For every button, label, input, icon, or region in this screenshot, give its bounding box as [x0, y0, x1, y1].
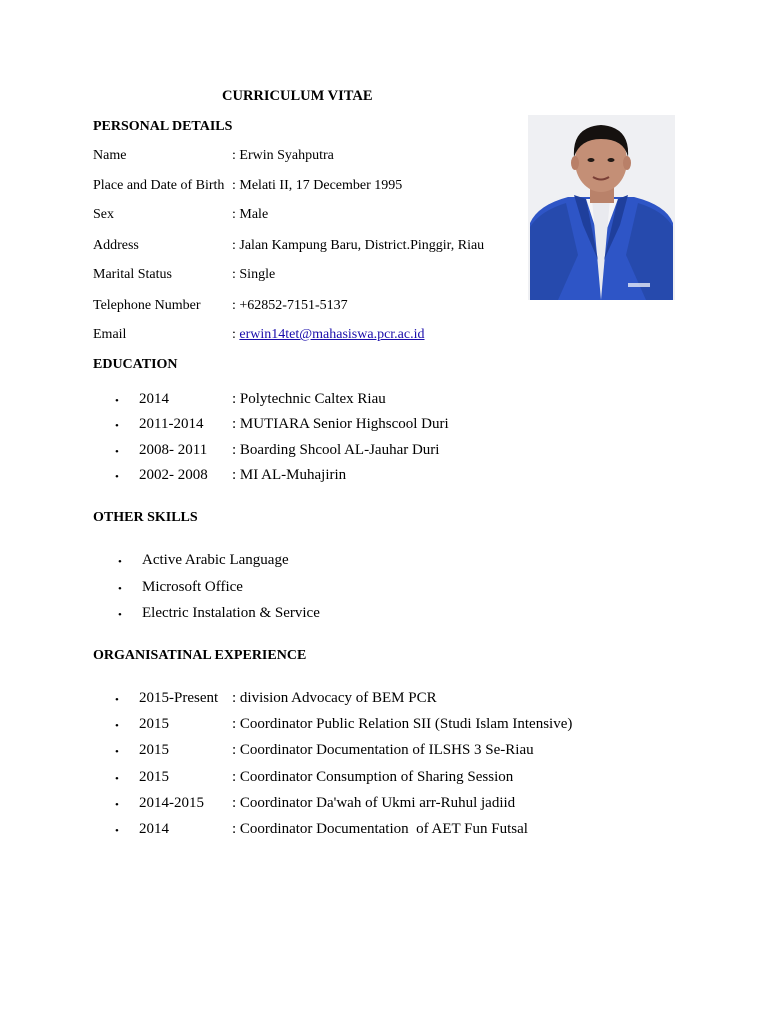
skill-item: Electric Instalation & Service — [142, 605, 320, 621]
birth-value: : Melati II, 17 December 1995 — [232, 178, 403, 193]
telephone-value: : +62852-7151-5137 — [232, 298, 348, 313]
education-year: 2008- 2011 — [139, 442, 208, 458]
organisation-desc: : Coordinator Da'wah of Ukmi arr-Ruhul jadiid — [232, 795, 516, 811]
organisation-desc: : Coordinator Consumption of Sharing Session — [232, 769, 514, 785]
email-label: Email — [93, 327, 127, 342]
skill-item: Active Arabic Language — [142, 552, 289, 568]
organisation-year: 2015 — [139, 742, 169, 758]
page-title: CURRICULUM VITAE — [222, 88, 373, 104]
organisation-year: 2015 — [139, 716, 169, 732]
profile-photo — [528, 115, 675, 300]
organisation-desc: : division Advocacy of BEM PCR — [232, 690, 437, 706]
address-label: Address — [93, 238, 139, 253]
personal-details-heading: PERSONAL DETAILS — [93, 119, 233, 134]
bullet-icon: • — [115, 446, 119, 458]
other-skills-heading: OTHER SKILLS — [93, 510, 198, 525]
organisation-year: 2014-2015 — [139, 795, 204, 811]
birth-label: Place and Date of Birth — [93, 178, 225, 193]
education-desc: : MUTIARA Senior Highscool Duri — [232, 416, 449, 432]
bullet-icon: • — [115, 395, 119, 407]
education-heading: EDUCATION — [93, 357, 178, 372]
email-link[interactable]: erwin14tet@mahasiswa.pcr.ac.id — [239, 327, 425, 342]
email-value — [232, 327, 425, 343]
education-desc: : Boarding Shcool AL-Jauhar Duri — [232, 442, 440, 458]
education-year: 2002- 2008 — [139, 467, 208, 483]
skill-item: Microsoft Office — [142, 579, 243, 595]
marital-value: : Single — [232, 267, 276, 282]
organisation-desc: : Coordinator Documentation of ILSHS 3 Se-Riau — [232, 742, 534, 758]
sex-label: Sex — [93, 207, 114, 222]
education-year: 2011-2014 — [139, 416, 204, 432]
bullet-icon: • — [118, 609, 122, 621]
email-colon: : — [232, 327, 240, 342]
name-label: Name — [93, 148, 127, 163]
telephone-label: Telephone Number — [93, 298, 201, 313]
bullet-icon: • — [115, 720, 119, 732]
bullet-icon: • — [115, 799, 119, 811]
education-desc: : MI AL-Muhajirin — [232, 467, 347, 483]
organisation-year: 2015 — [139, 769, 169, 785]
bullet-icon: • — [115, 471, 119, 483]
profile-photo-image — [528, 115, 675, 300]
organisation-desc: : Coordinator Public Relation SII (Studi Islam Intensive) — [232, 716, 573, 732]
organisation-year: 2015-Present — [139, 690, 219, 706]
bullet-icon: • — [115, 746, 119, 758]
marital-label: Marital Status — [93, 267, 172, 282]
education-desc: : Polytechnic Caltex Riau — [232, 391, 386, 407]
bullet-icon: • — [118, 583, 122, 595]
bullet-icon: • — [115, 420, 119, 432]
bullet-icon: • — [115, 694, 119, 706]
name-value: : Erwin Syahputra — [232, 148, 334, 163]
sex-value: : Male — [232, 207, 269, 222]
bullet-icon: • — [118, 556, 122, 568]
organisation-desc: : Coordinator Documentation of AET Fun Futsal — [232, 821, 528, 837]
bullet-icon: • — [115, 773, 119, 785]
bullet-icon: • — [115, 825, 119, 837]
address-value: : Jalan Kampung Baru, District.Pinggir, Riau — [232, 238, 485, 253]
education-year: 2014 — [139, 391, 169, 407]
organisation-year: 2014 — [139, 821, 169, 837]
organisation-heading: ORGANISATINAL EXPERIENCE — [93, 648, 307, 663]
